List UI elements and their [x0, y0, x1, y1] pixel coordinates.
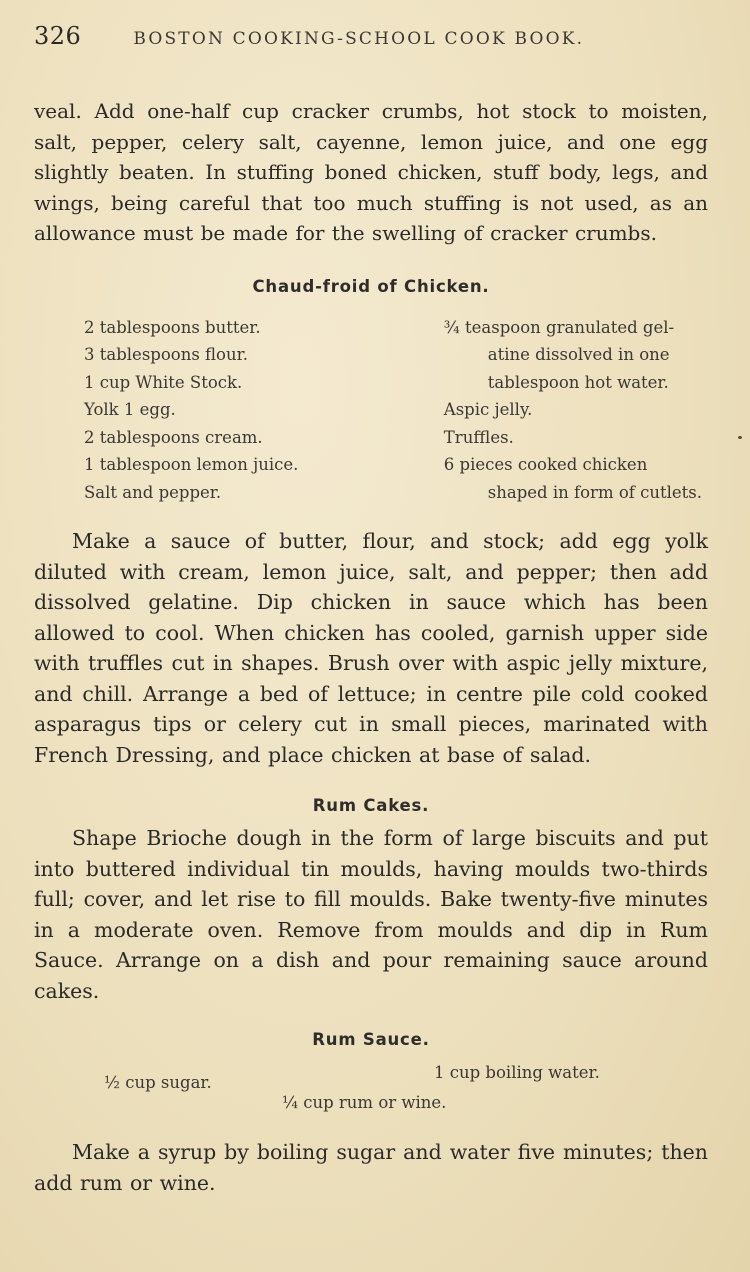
ingredient-item: Salt and pepper.	[84, 482, 222, 502]
recipe-title-rum-cakes: Rum Cakes.	[312, 796, 430, 815]
method-rum-sauce: Make a syrup by boiling sugar and water five minutes; then add rum or wine.	[34, 1140, 708, 1195]
ingredients-chaud-froid	[34, 314, 708, 507]
ingredients-left-column	[84, 314, 298, 507]
continuation-paragraph: veal. Add one-half cup cracker crumbs, hot stock to moisten, salt, pepper, celery salt, cayenne, lemon juice, and one egg slightly beaten. In stuffing boned chicken, stuff body, legs, and wings, being careful that too much stuffing is not used, as an allowance must be made for the swelling of cracker crumbs.	[34, 99, 708, 245]
running-title: BOSTON COOKING-SCHOOL COOK BOOK.	[133, 29, 585, 49]
ingredient-item: shaped in form of cutlets.	[487, 482, 702, 502]
ingredient-item: Yolk 1 egg.	[84, 400, 176, 419]
page-number: 326	[34, 22, 82, 50]
ingredient-item: Aspic jelly.	[443, 400, 533, 419]
ingredient-item: 1 tablespoon lemon juice.	[84, 455, 299, 474]
method-chaud-froid: Make a sauce of butter, flour, and stock; add egg yolk diluted with cream, lemon juice, salt, and pepper; then add dissolved gelatine. Dip chicken in sauce which has been allowed to cool. When chicken has cooled, garnish upper side with truffles cut in shapes. Brush over with aspic jelly mixture, and chill. Arrange a bed of lettuce; in centre pile cold cooked asparagus tips or celery cut in small pieces, marinated with French Dressing, and place chicken at base of salad.	[34, 529, 708, 767]
ingredient-item: 6 pieces cooked chicken	[443, 455, 648, 474]
ingredient-item: ½ cup sugar.	[104, 1073, 212, 1092]
ingredient-item: 2 tablespoons cream.	[84, 427, 263, 447]
ingredient-item: tablespoon hot water.	[487, 372, 669, 392]
running-head	[34, 22, 708, 56]
ingredient-item: 1 cup boiling water.	[434, 1063, 600, 1082]
ingredient-item: atine dissolved in one	[487, 345, 670, 364]
recipe-title-rum-sauce: Rum Sauce.	[312, 1030, 430, 1049]
ingredient-item: 3 tablespoons flour.	[84, 345, 248, 364]
paper-speck	[738, 436, 742, 439]
ingredients-right-column	[444, 314, 702, 507]
recipe-title-chaud-froid: Chaud-froid of Chicken.	[252, 276, 490, 296]
method-rum-cakes: Shape Brioche dough in the form of large biscuits and put into buttered individual tin moulds, having moulds two-thirds full; cover, and let rise to fill moulds. Bake twenty-five minutes in a moderate oven. Remove from moulds and dip in Rum Sauce. Arrange on a dish and pour remaining sauce around cakes.	[34, 826, 708, 1003]
ingredient-item: ¾ teaspoon granulated gel-	[443, 317, 675, 337]
ingredient-item: 2 tablespoons butter.	[84, 317, 261, 337]
ingredients-rum-sauce	[34, 1063, 708, 1119]
ingredient-item: ¼ cup rum or wine.	[282, 1093, 447, 1112]
ingredient-item: Truffles.	[443, 427, 514, 447]
ingredient-item: 1 cup White Stock.	[84, 372, 243, 392]
